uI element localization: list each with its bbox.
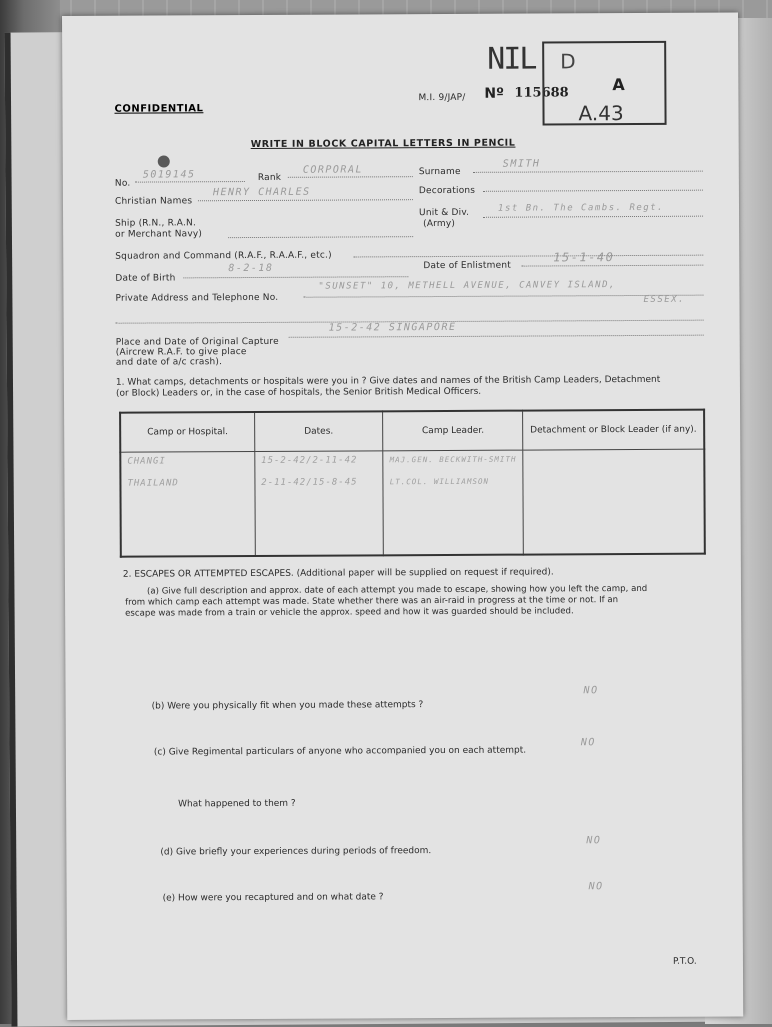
q1-text: 1. What camps, detachments or hospitals were you in ? Give dates and names of the British Camp Leaders, Detachment — [115, 374, 661, 388]
stamp-nil: NIL — [487, 41, 536, 77]
surname-value: SMITH — [502, 158, 541, 170]
form-number: 115688 — [514, 85, 569, 101]
pto-label: P.T.O. — [672, 956, 697, 967]
column-header: Camp Leader. — [383, 411, 523, 451]
ship-label-2: or Merchant Navy) — [115, 229, 203, 240]
punch-hole-icon — [158, 155, 170, 167]
stamp-mark: D — [560, 49, 576, 74]
capture-label-3: and date of a/c crash). — [115, 357, 223, 368]
table-header-row — [120, 410, 704, 453]
q2-e-answer: NO — [588, 881, 604, 893]
capture-value: 15-2-42 SINGAPORE — [328, 321, 457, 334]
detachment-leader — [530, 454, 698, 477]
unit-label-2: (Army) — [423, 218, 456, 230]
rank-value: CORPORAL — [302, 164, 364, 176]
column-header: Camp or Hospital. — [120, 412, 255, 452]
column-header: Dates. — [254, 411, 383, 451]
squadron-label: Squadron and Command (R.A.F., R.A.A.F., etc.) — [115, 250, 332, 262]
q2-a-text-2: from which camp each attempt was made. State whether there was an air-raid in progress at the time or not. If an — [125, 595, 619, 608]
number-label: Nº — [484, 85, 505, 102]
address-value-2: ESSEX. — [643, 294, 686, 305]
unit-label: Unit & Div. — [419, 207, 470, 219]
address-value: "SUNSET" 10, METHELL AVENUE, CANVEY ISLAND, — [318, 280, 616, 292]
camp-dates: 15-2-42/2-11-42 — [261, 455, 358, 466]
address-label: Private Address and Telephone No. — [115, 292, 279, 304]
table-cell — [120, 451, 255, 556]
camps-table — [119, 409, 706, 558]
stamp-letter: A — [612, 75, 625, 95]
christian-names-value: HENRY CHARLES — [212, 186, 311, 199]
column-header: Detachment or Block Leader (if any). — [523, 410, 704, 450]
table-row — [120, 449, 705, 557]
stamp-code: A.43 — [578, 101, 624, 126]
table-cell — [383, 450, 524, 555]
q2-c-text: (c) Give Regimental particulars of anyone who accompanied you on each attempt. — [153, 745, 527, 758]
form-reference: M.I. 9/JAP/ — [418, 92, 466, 104]
ship-label: Ship (R.N., R.A.N. — [115, 218, 197, 229]
q2-b-answer: NO — [583, 685, 599, 697]
document-page — [62, 12, 743, 1020]
dob-label: Date of Birth — [115, 273, 176, 284]
dob-value: 8-2-18 — [228, 262, 274, 275]
enlistment-value: 15-1-40 — [553, 250, 615, 265]
camp-leader: MAJ.GEN. BECKWITH-SMITH — [389, 454, 517, 465]
q2-title: 2. ESCAPES OR ATTEMPTED ESCAPES. (Additional paper will be supplied on request if required). — [122, 567, 554, 580]
table-cell — [255, 451, 384, 556]
q2-b-text: (b) Were you physically fit when you made these attempts ? — [151, 700, 424, 712]
capture-label: Place and Date of Original Capture — [115, 336, 279, 348]
q2-d-text: (d) Give briefly your experiences during periods of freedom. — [160, 846, 432, 858]
q2-c-answer: NO — [580, 737, 596, 749]
q2-a-text-3: escape was made from a train or vehicle the approx. speed and how it was guarded should be included. — [125, 606, 574, 619]
no-value: 5019145 — [142, 169, 196, 181]
christian-names-label: Christian Names — [114, 196, 193, 207]
no-label: No. — [114, 178, 131, 189]
unit-value: 1st Bn. The Cambs. Regt. — [497, 202, 665, 214]
decorations-label: Decorations — [418, 185, 476, 197]
detachment-leader — [530, 476, 698, 499]
camp-dates: 2-11-42/15-8-45 — [261, 477, 358, 488]
enlistment-label: Date of Enlistment — [423, 260, 511, 272]
capture-label-2: (Aircrew R.A.F. to give place — [115, 347, 247, 358]
camp-name: THAILAND — [127, 478, 179, 489]
camp-leader: LT.COL. WILLIAMSON — [389, 476, 490, 487]
q2-a-text: (a) Give full description and approx. date of each attempt you made to escape, showing how you left the camp, and — [146, 583, 648, 597]
rank-label: Rank — [257, 172, 282, 183]
q2-e-text: (e) How were you recaptured and on what date ? — [162, 892, 384, 904]
table-cell — [523, 449, 705, 554]
q2-c-subtext: What happened to them ? — [178, 798, 296, 810]
surname-label: Surname — [418, 166, 461, 178]
q2-d-answer: NO — [586, 835, 602, 847]
camp-name: CHANGI — [127, 456, 166, 467]
confidential-label: CONFIDENTIAL — [114, 103, 204, 115]
instruction-heading: WRITE IN BLOCK CAPITAL LETTERS IN PENCIL — [250, 137, 516, 151]
q1-text-2: (or Block) Leaders or, in the case of hospitals, the Senior British Medical Officers. — [115, 386, 482, 399]
